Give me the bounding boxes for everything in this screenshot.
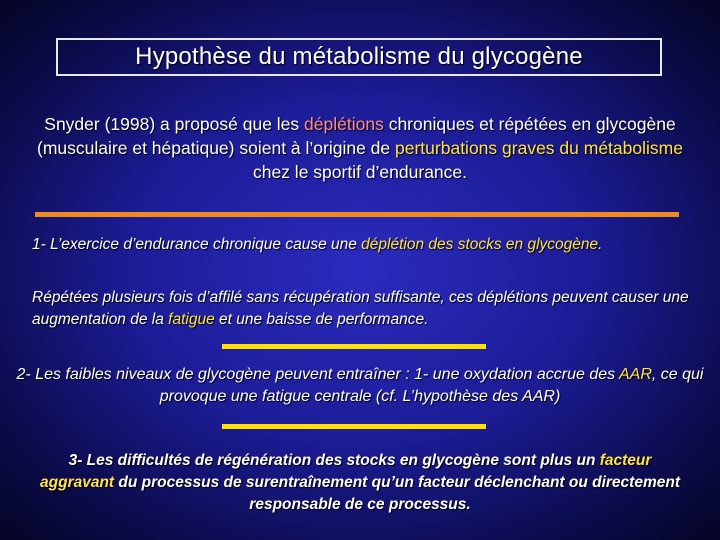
point-1b-paragraph xyxy=(32,287,702,331)
yellow-divider-2 xyxy=(222,424,486,429)
point-3-text-1: 3- Les difficultés de régénération des stocks en glycogène sont plus un xyxy=(68,452,600,469)
intro-text-2: chroniques et répétées en glycogène (musculaire et hépatique) soient à l’origine de xyxy=(37,114,676,158)
point-1b-text-2: et une baisse de performance. xyxy=(214,311,429,328)
point-3-paragraph xyxy=(40,450,680,516)
point-2-text-1: 2- Les faibles niveaux de glycogène peuvent entraîner : 1- une oxydation accrue des xyxy=(16,366,619,383)
point-1-text-2: . xyxy=(598,236,603,253)
yellow-divider-1 xyxy=(222,344,486,349)
page-title: Hypothèse du métabolisme du glycogène xyxy=(135,43,583,70)
intro-highlight-perturbations: perturbations graves du métabolisme xyxy=(395,138,683,158)
point-1-paragraph xyxy=(32,234,692,256)
title-box xyxy=(56,38,662,76)
point-1b-text-1: Répétées plusieurs fois d’affilé sans récupération suffisante, ces déplétions peuvent causer une augmentation de la xyxy=(32,289,689,328)
intro-text-3: chez le sportif d’endurance. xyxy=(252,162,468,182)
point-1-text-1: 1- L’exercice d’endurance chronique cause une xyxy=(32,236,362,253)
point-3-text-2: du processus de surentraînement qu’un facteur déclenchant ou directement responsable de ce processus. xyxy=(114,474,680,513)
point-2-highlight-aar: AAR xyxy=(618,366,652,383)
orange-divider xyxy=(35,212,679,217)
point-1b-highlight-fatigue: fatigue xyxy=(168,311,215,328)
point-2-text-2: , ce qui provoque une fatigue centrale (cf. L’hypothèse des AAR) xyxy=(159,366,704,405)
intro-paragraph xyxy=(28,112,692,184)
intro-highlight-depletions: déplétions xyxy=(304,114,384,134)
point-3-highlight: facteur aggravant xyxy=(40,452,652,491)
intro-text-1: Snyder (1998) a proposé que les xyxy=(44,114,305,134)
point-2-paragraph xyxy=(14,364,706,408)
point-1-highlight: déplétion des stocks en glycogène xyxy=(361,236,599,253)
